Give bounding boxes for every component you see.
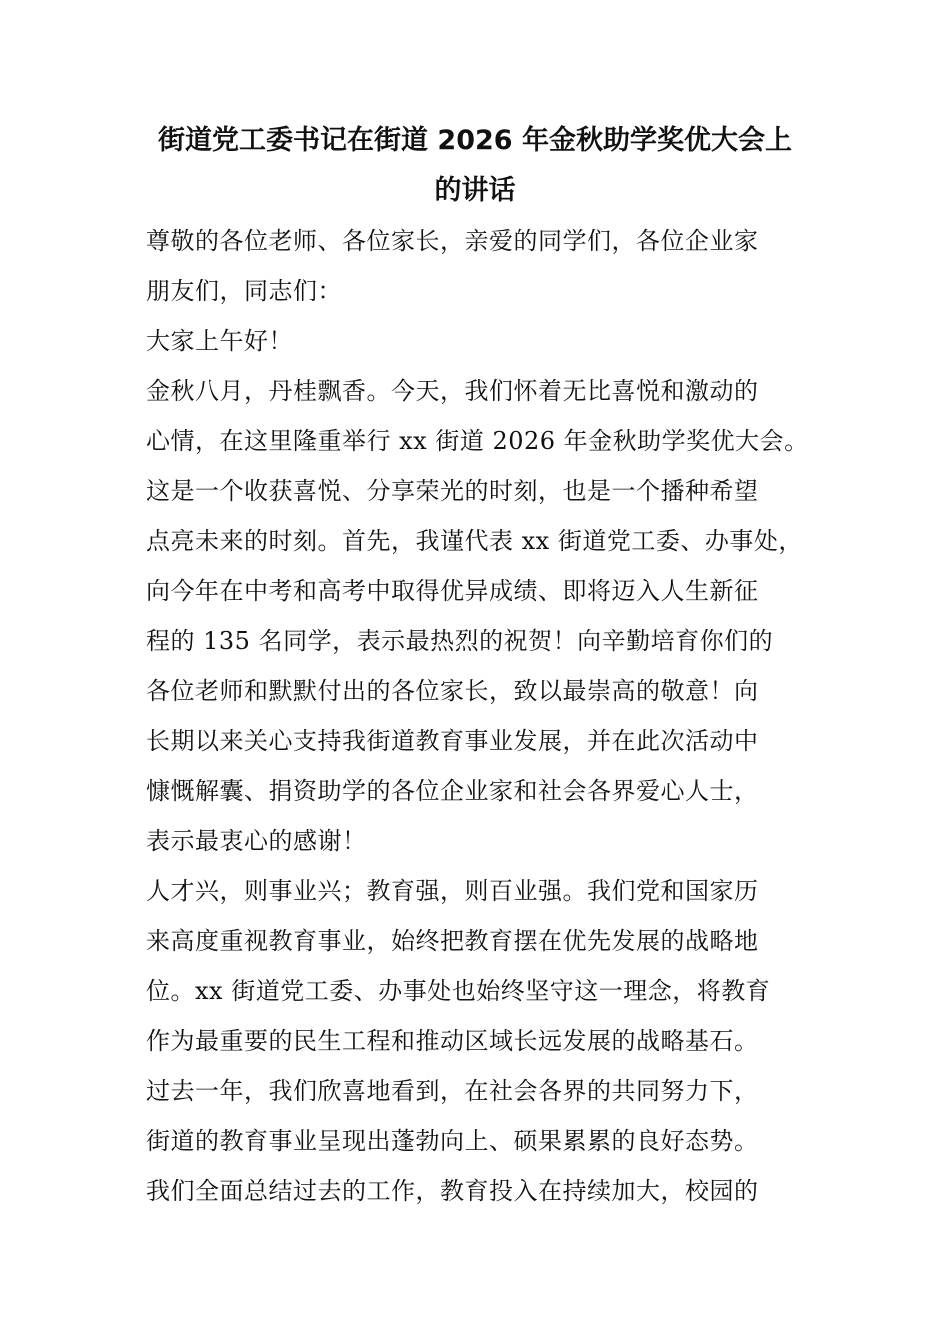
body-line-16: 位。xx 街道党工委、办事处也始终坚守这一理念，将教育 [146, 977, 771, 1005]
document-title-line-2: 的讲话 [434, 175, 516, 206]
body-line-11: 长期以来关心支持我街道教育事业发展，并在此次活动中 [146, 727, 759, 755]
body-line-3: 大家上午好！ [146, 327, 293, 355]
body-line-18: 过去一年，我们欣喜地看到，在社会各界的共同努力下， [146, 1077, 759, 1105]
body-line-1: 尊敬的各位老师、各位家长，亲爱的同学们，各位企业家 [146, 227, 759, 255]
body-line-4: 金秋八月，丹桂飘香。今天，我们怀着无比喜悦和激动的 [146, 377, 759, 405]
body-line-10: 各位老师和默默付出的各位家长，致以最崇高的敬意！向 [146, 677, 759, 705]
body-line-5: 心情，在这里隆重举行 xx 街道 2026 年金秋助学奖优大会。 [146, 427, 809, 455]
body-line-17: 作为最重要的民生工程和推动区域长远发展的战略基石。 [146, 1027, 759, 1055]
document-title-line-1: 街道党工委书记在街道 2026 年金秋助学奖优大会上 [158, 125, 792, 156]
body-line-7: 点亮未来的时刻。首先，我谨代表 xx 街道党工委、办事处， [146, 527, 803, 555]
body-line-15: 来高度重视教育事业，始终把教育摆在优先发展的战略地 [146, 927, 759, 955]
body-line-19: 街道的教育事业呈现出蓬勃向上、硕果累累的良好态势。 [146, 1127, 759, 1155]
body-line-2: 朋友们，同志们： [146, 277, 342, 305]
body-line-9: 程的 135 名同学，表示最热烈的祝贺！向辛勤培育你们的 [146, 627, 774, 655]
body-line-12: 慷慨解囊、捐资助学的各位企业家和社会各界爱心人士， [146, 777, 759, 805]
body-line-20: 我们全面总结过去的工作，教育投入在持续加大，校园的 [146, 1177, 759, 1205]
body-line-13: 表示最衷心的感谢！ [146, 827, 367, 855]
body-line-14: 人才兴，则事业兴；教育强，则百业强。我们党和国家历 [146, 877, 759, 905]
body-line-8: 向今年在中考和高考中取得优异成绩、即将迈入人生新征 [146, 577, 759, 605]
body-line-6: 这是一个收获喜悦、分享荣光的时刻，也是一个播种希望 [146, 477, 759, 505]
